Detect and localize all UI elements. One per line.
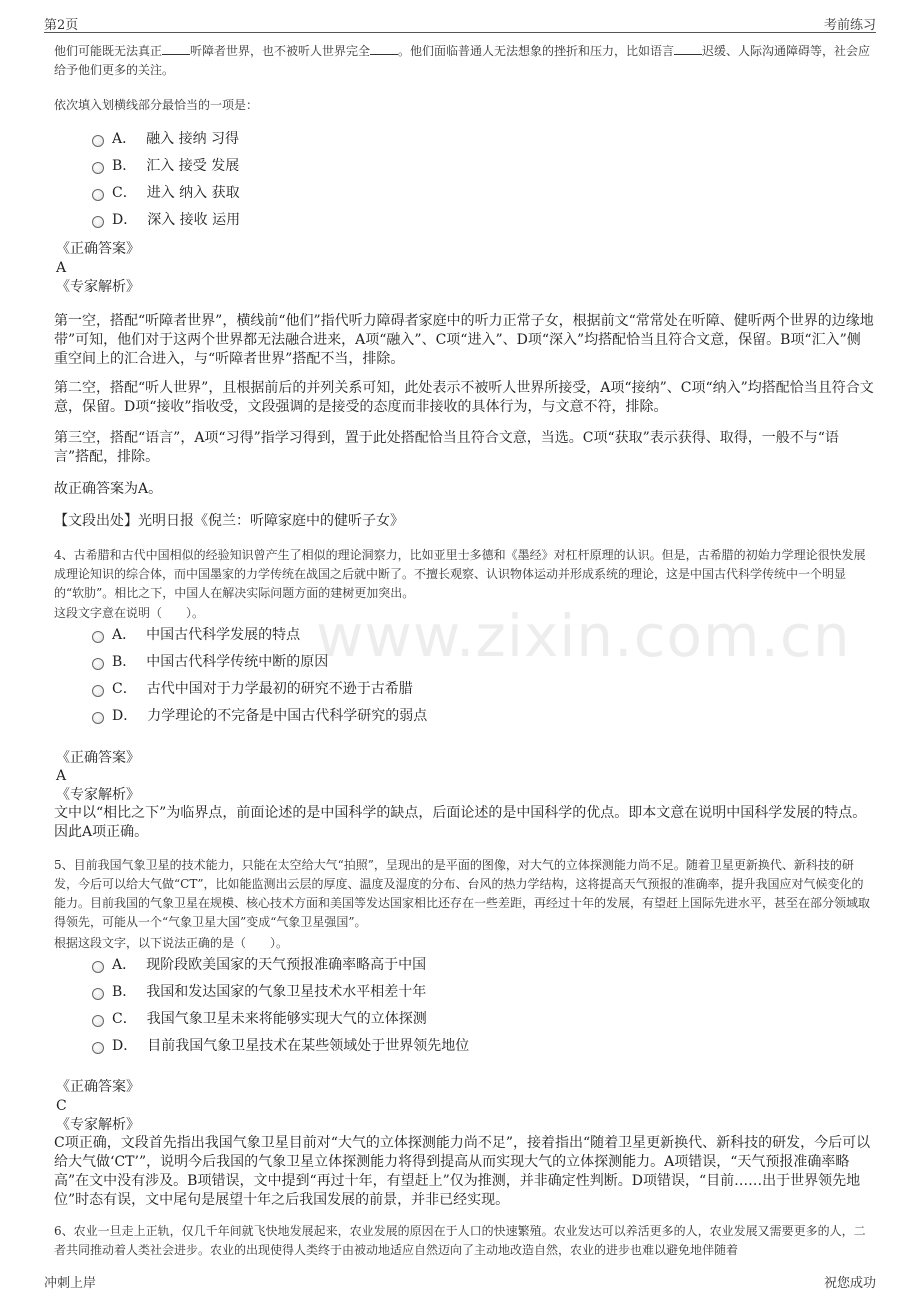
q4-option-a[interactable]: A． 中国古代科学发展的特点	[92, 625, 300, 645]
q3-analysis-2: 第二空，搭配“听人世界”，且根据前后的并列关系可知，此处表示不被听人世界所接受，A项“接纳”、C项“纳入”均搭配恰当且符合文意，保留。D项“接收”指收受，文段强调的是接受的态度而非接收的具体行为，与文意不符，排除。	[54, 380, 874, 415]
blank-3	[674, 42, 702, 55]
page-footer	[44, 1272, 876, 1292]
q3-analysis-1: 第一空，搭配“听障者世界”，横线前“他们”指代听力障碍者家庭中的听力正常子女，根据前文“常常处在听障、健听两个世界的边缘地带”可知，他们对于这两个世界都无法融合进来，A项“融入”、C项“进入”、D项“深入”均搭配恰当且符合文意，保留。B项“汇入”侧重空间上的汇合进入，与“听障者世界”搭配不当，排除。	[54, 313, 874, 367]
q4-stem: 4、古希腊和古代中国相似的经验知识曾产生了相似的理论洞察力，比如亚里士多德和《墨经》对杠杆原理的认识。但是，古希腊的初始力学理论很快发展成理论知识的综合体，而中国墨家的力学传统在战国之后就中断了。不擅长观察、认识物体运动并形成系统的理论，这是中国古代科学传统中一个明显的“软肋”。相比之下，中国人在解决实际问题方面的建树更加突出。	[54, 548, 866, 600]
q5-stem: 5、目前我国气象卫星的技术能力，只能在太空给大气“拍照”，呈现出的是平面的图像，对大气的立体探测能力尚不足。随着卫星更新换代、新科技的研发，今后可以给大气做“CT”，比如能监测出云层的厚度、温度及湿度的分布、台风的热力学结构，这将提高天气预报的准确率，提升我国应对气候变化的能力。目前我国的气象卫星在规模、核心技术方面和美国等发达国家相比还存在一些差距，再经过十年的发展，有望赶上国际先进水平，甚至在部分领域取得领先，可能从一个“气象卫星大国”变成“气象卫星强国”。	[54, 858, 871, 929]
radio-icon[interactable]	[92, 189, 104, 201]
radio-icon[interactable]	[92, 1015, 104, 1027]
radio-icon[interactable]	[92, 658, 104, 670]
q4-option-d[interactable]: D． 力学理论的不完备是中国古代科学研究的弱点	[92, 706, 427, 726]
q4-answer: A	[56, 768, 67, 784]
watermark: www.zixin.com.cn	[316, 602, 851, 670]
radio-icon[interactable]	[92, 961, 104, 973]
q3-option-a[interactable]: A． 融入 接纳 习得	[92, 129, 239, 149]
footer-left: 冲刺上岸	[44, 1276, 97, 1291]
radio-icon[interactable]	[92, 1042, 104, 1054]
radio-icon[interactable]	[92, 712, 104, 724]
radio-icon[interactable]	[92, 162, 104, 174]
q4-option-b[interactable]: B． 中国古代科学传统中断的原因	[92, 652, 328, 672]
q6-stem: 6、农业一旦走上正轨，仅几千年间就飞快地发展起来，农业发展的原因在于人口的快速繁殖。农业发达可以养活更多的人，农业发展又需要更多的人，二者共同推动着人类社会进步。农业的出现使得人类终于由被动地适应自然迈向了主动地改造自然，农业的进步也难以避免地伴随着	[54, 1224, 866, 1257]
q5-analysis: C项正确，文段首先指出我国气象卫星目前对“大气的立体探测能力尚不足”，接着指出“随着卫星更新换代、新科技的研发，今后可以给大气做‘CT’”，说明今后我国的气象卫星立体探测能力将得到提高从而实现大气的立体探测能力。A项错误，“天气预报准确率略高”在文中没有涉及。B项错误，文中提到“再过十年，有望赶上”仅为推测，并非确定性判断。D项错误，“目前……出于世界领先地位”时态有误，文中尾句是展望十年之后我国发展的前景，并非已经实现。	[54, 1135, 871, 1208]
q3-option-d[interactable]: D． 深入 接收 运用	[92, 210, 240, 230]
q4-option-c[interactable]: C． 古代中国对于力学最初的研究不逊于古希腊	[92, 679, 413, 699]
q3-answer: A	[56, 260, 67, 276]
blank-1	[162, 42, 190, 55]
q3-prompt: 依次填入划横线部分最恰当的一项是：	[54, 98, 259, 112]
q5-prompt: 根据这段文字，以下说法正确的是（ ）。	[54, 936, 289, 950]
q5-answer-label: 《正确答案》	[56, 1079, 140, 1095]
header-title: 考前练习	[823, 18, 876, 33]
blank-2	[370, 42, 398, 55]
q5-option-b[interactable]: B． 我国和发达国家的气象卫星技术水平相差十年	[92, 982, 426, 1002]
q3-answer-label: 《正确答案》	[56, 241, 140, 257]
radio-icon[interactable]	[92, 135, 104, 147]
page-header	[44, 12, 876, 33]
radio-icon[interactable]	[92, 685, 104, 697]
radio-icon[interactable]	[92, 631, 104, 643]
q3-stem: 他们可能既无法真正 听障者世界，也不被听人世界完全 。他们面临普通人无法想象的挫折和压力，比如语言 迟缓、人际沟通障碍等，社会应给予他们更多的关注。	[54, 44, 871, 77]
q5-option-d[interactable]: D． 目前我国气象卫星技术在某些领域处于世界领先地位	[92, 1036, 469, 1056]
q3-analysis-label: 《专家解析》	[56, 279, 140, 295]
q3-analysis-4: 故正确答案为A。	[54, 481, 163, 497]
footer-right: 祝您成功	[823, 1276, 876, 1291]
q3-source: 【文段出处】光明日报《倪兰：听障家庭中的健听子女》	[54, 513, 404, 529]
q5-option-a[interactable]: A． 现阶段欧美国家的天气预报准确率略高于中国	[92, 955, 426, 975]
radio-icon[interactable]	[92, 216, 104, 228]
q5-answer: C	[56, 1098, 67, 1114]
q3-option-b[interactable]: B． 汇入 接受 发展	[92, 156, 239, 176]
q3-option-c[interactable]: C． 进入 纳入 获取	[92, 183, 240, 203]
page-number: 第2页	[44, 18, 79, 33]
q5-analysis-label: 《专家解析》	[56, 1117, 140, 1133]
q4-analysis-label: 《专家解析》	[56, 787, 140, 803]
q5-option-c[interactable]: C． 我国气象卫星未来将能够实现大气的立体探测	[92, 1009, 427, 1029]
radio-icon[interactable]	[92, 988, 104, 1000]
q4-answer-label: 《正确答案》	[56, 750, 140, 766]
q4-analysis: 文中以“相比之下”为临界点，前面论述的是中国科学的缺点，后面论述的是中国科学的优点。即本文意在说明中国科学发展的特点。因此A项正确。	[54, 805, 867, 840]
q4-prompt: 这段文字意在说明（ ）。	[54, 606, 205, 620]
q3-analysis-3: 第三空，搭配“语言”，A项“习得”指学习得到，置于此处搭配恰当且符合文意，当选。C项“获取”表示获得、取得，一般不与“语言”搭配，排除。	[54, 430, 839, 465]
